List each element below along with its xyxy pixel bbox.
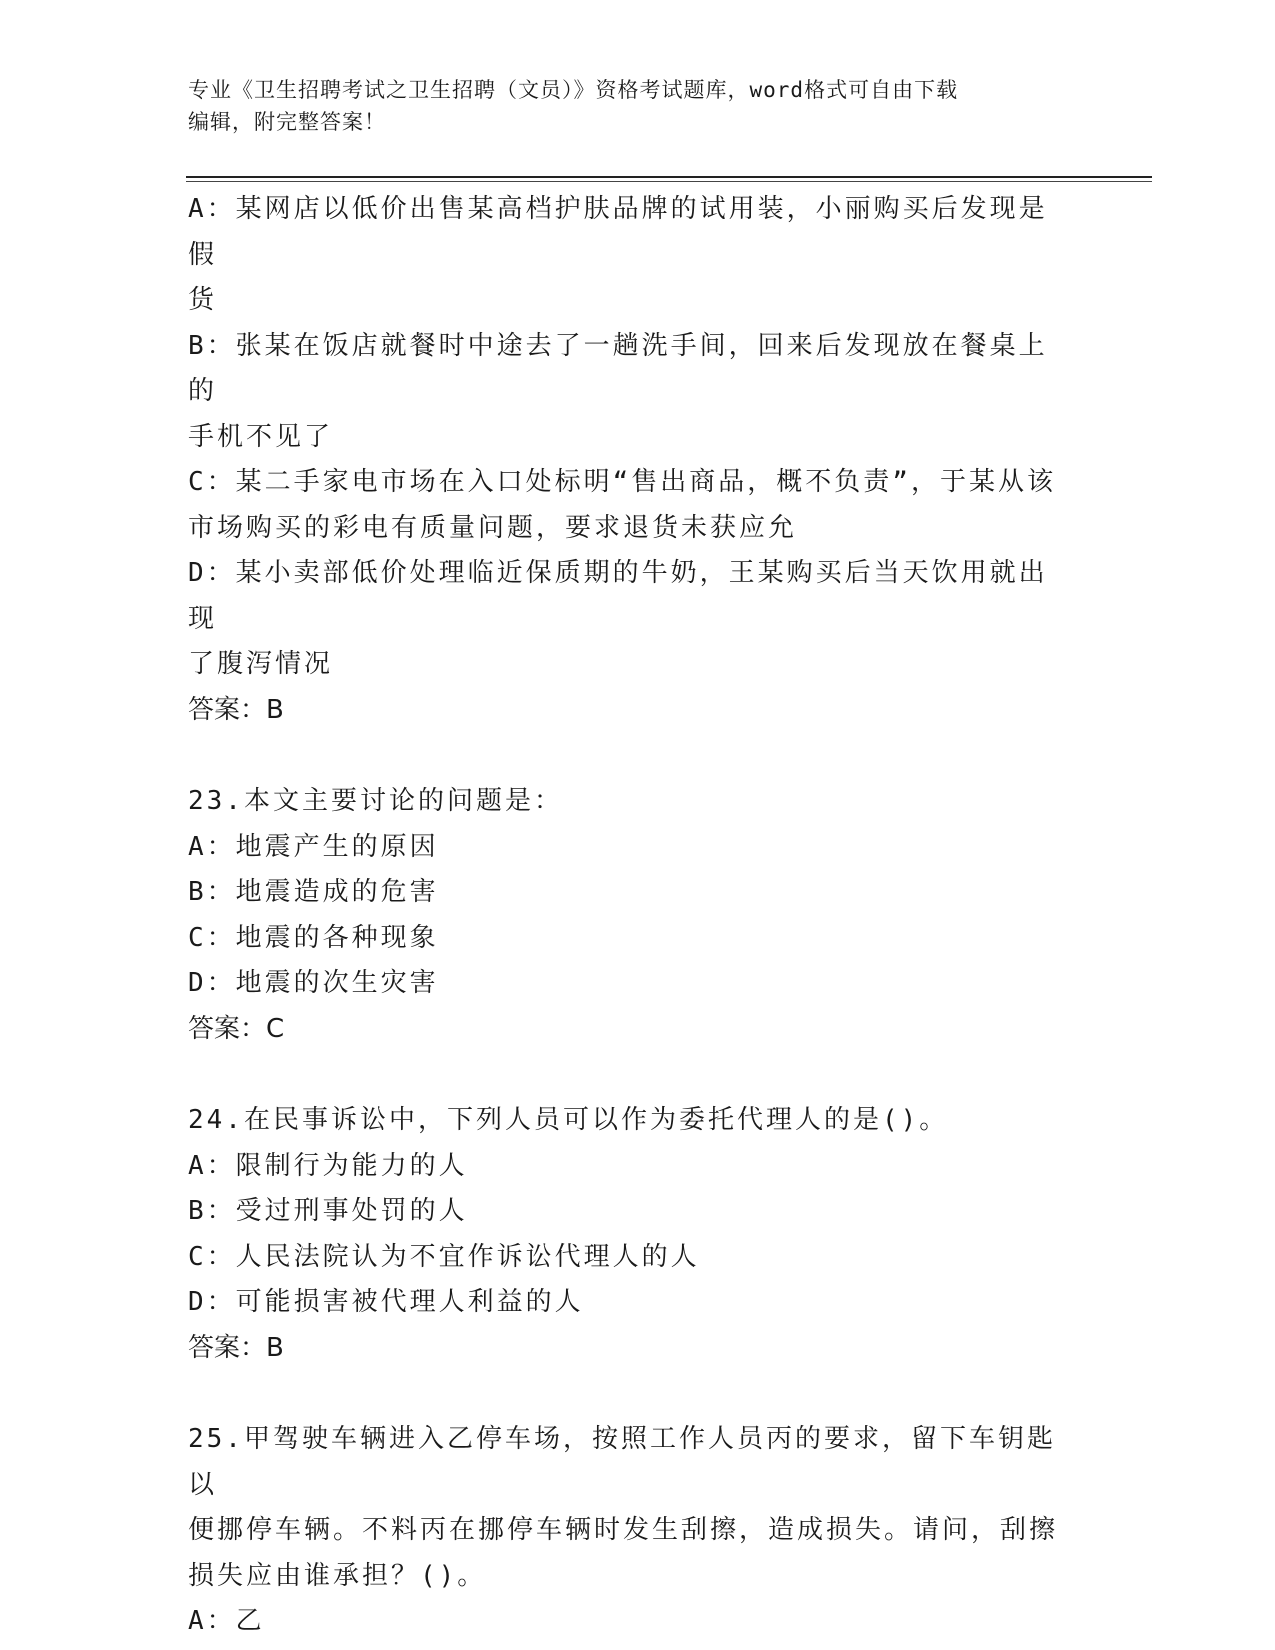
option-d-line-1: D：某小卖部低价处理临近保质期的牛奶，王某购买后当天饮用就出现 xyxy=(188,558,1048,634)
question-text-line-3: 损失应由谁承担？()。 xyxy=(188,1560,487,1591)
question-text: 24.在民事诉讼中，下列人员可以作为委托代理人的是()。 xyxy=(188,1105,949,1135)
question-24 xyxy=(188,1098,1068,1371)
question-text: 23.本文主要讨论的问题是： xyxy=(188,786,563,816)
option-a-line-2: 货 xyxy=(188,285,218,315)
document-header xyxy=(188,74,1068,138)
option-b: B：受过刑事处罚的人 xyxy=(188,1196,468,1226)
answer: 答案：B xyxy=(188,694,284,725)
header-line-2: 编辑，附完整答案！ xyxy=(188,110,386,134)
option-c-line-2: 市场购买的彩电有质量问题，要求退货未获应允 xyxy=(188,512,798,543)
option-d: D：可能损害被代理人利益的人 xyxy=(188,1287,584,1317)
option-d: D：地震的次生灾害 xyxy=(188,968,439,998)
spacer xyxy=(188,1052,1068,1098)
header-divider-thick xyxy=(186,176,1152,178)
answer: 答案：C xyxy=(188,1013,285,1044)
option-b-line-2: 手机不见了 xyxy=(188,421,334,452)
spacer xyxy=(188,733,1068,779)
option-d-line-2: 了腹泻情况 xyxy=(188,649,334,679)
option-a: A：乙 xyxy=(188,1606,265,1636)
option-a: A：地震产生的原因 xyxy=(188,831,439,862)
spacer xyxy=(188,1371,1068,1417)
option-c-line-1: C：某二手家电市场在入口处标明“售出商品，概不负责”，于某从该 xyxy=(188,467,1056,497)
option-c: C：人民法院认为不宜作诉讼代理人的人 xyxy=(188,1241,700,1272)
option-a: A：限制行为能力的人 xyxy=(188,1150,468,1181)
question-22 xyxy=(188,187,1068,733)
question-23 xyxy=(188,779,1068,1052)
answer: 答案：B xyxy=(188,1332,284,1363)
question-text-line-2: 便挪停车辆。不料丙在挪停车辆时发生刮擦，造成损失。请问，刮擦 xyxy=(188,1515,1059,1545)
header-divider-thin xyxy=(186,181,1152,182)
question-text-line-1: 25.甲驾驶车辆进入乙停车场，按照工作人员丙的要求，留下车钥匙以 xyxy=(188,1424,1056,1500)
header-line-1: 专业《卫生招聘考试之卫生招聘（文员）》资格考试题库，word格式可自由下载 xyxy=(188,78,959,102)
question-list xyxy=(188,187,1068,1645)
option-c: C：地震的各种现象 xyxy=(188,922,439,953)
option-a-line-1: A：某网店以低价出售某高档护肤品牌的试用装，小丽购买后发现是假 xyxy=(188,194,1048,270)
question-25 xyxy=(188,1417,1068,1645)
option-b-line-1: B：张某在饭店就餐时中途去了一趟洗手间，回来后发现放在餐桌上的 xyxy=(188,330,1048,406)
option-b: B：地震造成的危害 xyxy=(188,877,439,907)
